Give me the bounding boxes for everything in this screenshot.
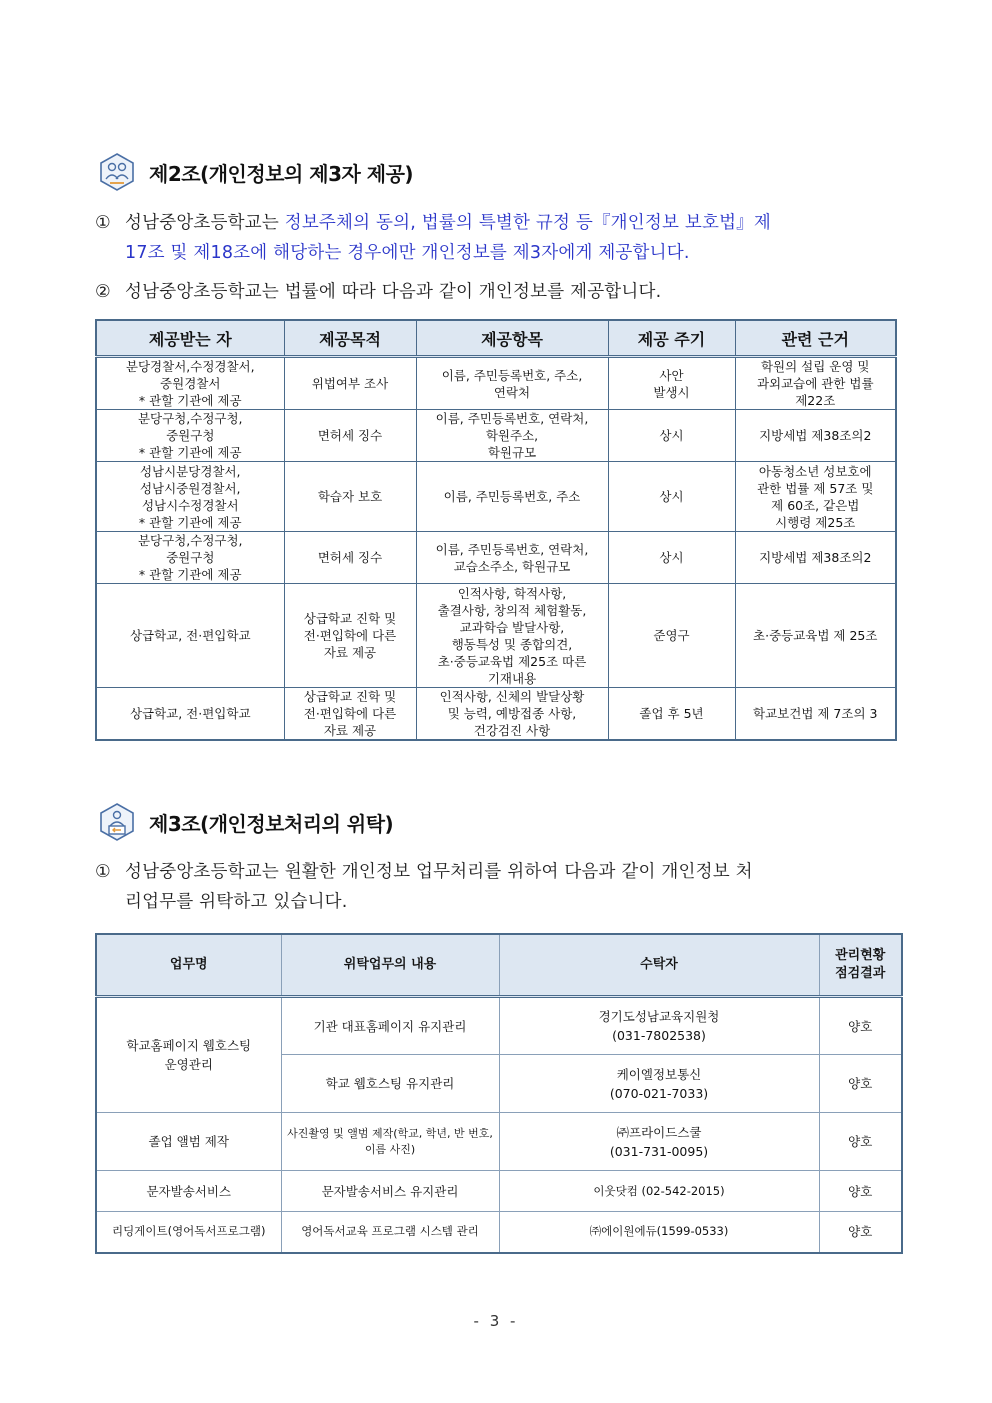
- paragraph-text: 성남중앙초등학교는: [125, 213, 285, 233]
- table-row: [96, 1171, 902, 1212]
- items-cell: 인적사항, 학적사항, 출결사항, 창의적 체험활동, 교과학습 발달사항, 행동특성 및 종합의견, 초·중등교육법 제25조 따른 기재내용: [416, 584, 608, 688]
- table-row: [96, 1212, 902, 1253]
- result-cell: 양호: [819, 997, 902, 1055]
- cycle-cell: 사안 발생시: [608, 357, 735, 410]
- header-cycle: 제공 주기: [608, 320, 735, 357]
- result-cell: 양호: [819, 1171, 902, 1212]
- section2-heading: [97, 152, 413, 192]
- contractor-cell: ㈜프라이드스쿨 (031-731-0095): [499, 1113, 819, 1171]
- recipient-cell: 상급학교, 전·편입학교: [96, 584, 284, 688]
- task-content-cell: 기관 대표홈페이지 유지관리: [281, 997, 499, 1055]
- highlight-text: 정보주체의 동의, 법률의 특별한 규정 등『개인정보 보호법』제: [284, 213, 771, 233]
- purpose-cell: 면허세 징수: [284, 410, 416, 462]
- basis-cell: 초·중등교육법 제 25조: [735, 584, 896, 688]
- header-recipient: 제공받는 자: [96, 320, 284, 357]
- cycle-cell: 상시: [608, 462, 735, 532]
- header-basis: 관련 근거: [735, 320, 896, 357]
- header-task-name: 업무명: [96, 934, 281, 997]
- task-content-cell: 사진촬영 및 앨범 제작(학교, 학년, 반 번호, 이름 사진): [281, 1113, 499, 1171]
- cycle-cell: 상시: [608, 532, 735, 584]
- header-purpose: 제공목적: [284, 320, 416, 357]
- table-row: [96, 997, 902, 1055]
- items-cell: 이름, 주민등록번호, 주소, 연락처: [416, 357, 608, 410]
- table-row: [96, 357, 896, 410]
- items-cell: 이름, 주민등록번호, 주소: [416, 462, 608, 532]
- table-header-row: [96, 320, 896, 357]
- table-row: [96, 462, 896, 532]
- recipient-cell: 분당구청,수정구청, 중원구청 * 관할 기관에 제공: [96, 532, 284, 584]
- header-contractor: 수탁자: [499, 934, 819, 997]
- people-share-icon: [97, 152, 137, 192]
- purpose-cell: 위법여부 조사: [284, 357, 416, 410]
- section2-paragraph1: [95, 208, 900, 268]
- purpose-cell: 상급학교 진학 및 전·편입학에 다른 자료 제공: [284, 584, 416, 688]
- table-row: [96, 1113, 902, 1171]
- third-party-provision-table: [95, 319, 897, 741]
- paragraph-number: ①: [95, 862, 111, 882]
- paragraph-text-continued: 리업무를 위탁하고 있습니다.: [125, 892, 348, 912]
- contractor-cell: 경기도성남교육지원청 (031-7802538): [499, 997, 819, 1055]
- paragraph-text: 성남중앙초등학교는 원활한 개인정보 업무처리를 위하여 다음과 같이 개인정보 처: [125, 862, 753, 882]
- section3-heading: [97, 802, 393, 842]
- table-row: [96, 688, 896, 741]
- cycle-cell: 상시: [608, 410, 735, 462]
- recipient-cell: 분당구청,수정구청, 중원구청 * 관할 기관에 제공: [96, 410, 284, 462]
- task-name-cell: 리딩게이트(영어독서프로그램): [96, 1212, 281, 1253]
- page-number: - 3 -: [473, 1312, 519, 1330]
- header-items: 제공항목: [416, 320, 608, 357]
- contractor-cell: 케이엘정보통신 (070-021-7033): [499, 1055, 819, 1113]
- basis-cell: 아동청소년 성보호에 관한 법률 제 57조 및 제 60조, 같은법 시행령 제25조: [735, 462, 896, 532]
- header-task-content: 위탁업무의 내용: [281, 934, 499, 997]
- result-cell: 양호: [819, 1055, 902, 1113]
- header-result: 관리현황 점검결과: [819, 934, 902, 997]
- basis-cell: 학교보건법 제 7조의 3: [735, 688, 896, 741]
- purpose-cell: 상급학교 진학 및 전·편입학에 다른 자료 제공: [284, 688, 416, 741]
- paragraph-number: ②: [95, 282, 111, 302]
- purpose-cell: 학습자 보호: [284, 462, 416, 532]
- section2-paragraph2: [95, 277, 900, 307]
- task-content-cell: 영어독서교육 프로그램 시스템 관리: [281, 1212, 499, 1253]
- outsourcing-table: [95, 933, 903, 1254]
- task-name-cell: 학교홈페이지 웹호스팅 운영관리: [96, 997, 281, 1113]
- purpose-cell: 면허세 징수: [284, 532, 416, 584]
- table-row: [96, 532, 896, 584]
- paragraph-text: 성남중앙초등학교는 법률에 따라 다음과 같이 개인정보를 제공합니다.: [125, 282, 662, 302]
- paragraph-number: ①: [95, 213, 111, 233]
- task-content-cell: 문자발송서비스 유지관리: [281, 1171, 499, 1212]
- items-cell: 이름, 주민등록번호, 연락처, 학원주소, 학원규모: [416, 410, 608, 462]
- recipient-cell: 분당경찰서,수정경찰서, 중원경찰서 * 관할 기관에 제공: [96, 357, 284, 410]
- result-cell: 양호: [819, 1212, 902, 1253]
- recipient-cell: 성남시분당경찰서, 성남시중원경찰서, 성남시수정경찰서 * 관할 기관에 제공: [96, 462, 284, 532]
- cycle-cell: 졸업 후 5년: [608, 688, 735, 741]
- basis-cell: 지방세법 제38조의2: [735, 410, 896, 462]
- table-row: [96, 410, 896, 462]
- table-row: [96, 584, 896, 688]
- highlight-text-continued: 17조 및 제18조에 해당하는 경우에만 개인정보를 제3자에게 제공합니다.: [125, 243, 690, 263]
- cycle-cell: 준영구: [608, 584, 735, 688]
- items-cell: 인적사항, 신체의 발달상황 및 능력, 예방접종 사항, 건강검진 사항: [416, 688, 608, 741]
- people-transfer-icon: [97, 802, 137, 842]
- task-content-cell: 학교 웹호스팅 유지관리: [281, 1055, 499, 1113]
- basis-cell: 지방세법 제38조의2: [735, 532, 896, 584]
- items-cell: 이름, 주민등록번호, 연락처, 교습소주소, 학원규모: [416, 532, 608, 584]
- task-name-cell: 졸업 앨범 제작: [96, 1113, 281, 1171]
- contractor-cell: 이웃닷컴 (02-542-2015): [499, 1171, 819, 1212]
- recipient-cell: 상급학교, 전·편입학교: [96, 688, 284, 741]
- section3-title: 제3조(개인정보처리의 위탁): [149, 811, 394, 836]
- result-cell: 양호: [819, 1113, 902, 1171]
- basis-cell: 학원의 설립 운영 및 과외교습에 관한 법률 제22조: [735, 357, 896, 410]
- table-header-row: [96, 934, 902, 997]
- contractor-cell: ㈜에이원에듀(1599-0533): [499, 1212, 819, 1253]
- section3-paragraph1: [95, 857, 900, 917]
- task-name-cell: 문자발송서비스: [96, 1171, 281, 1212]
- section2-title: 제2조(개인정보의 제3자 제공): [149, 161, 414, 186]
